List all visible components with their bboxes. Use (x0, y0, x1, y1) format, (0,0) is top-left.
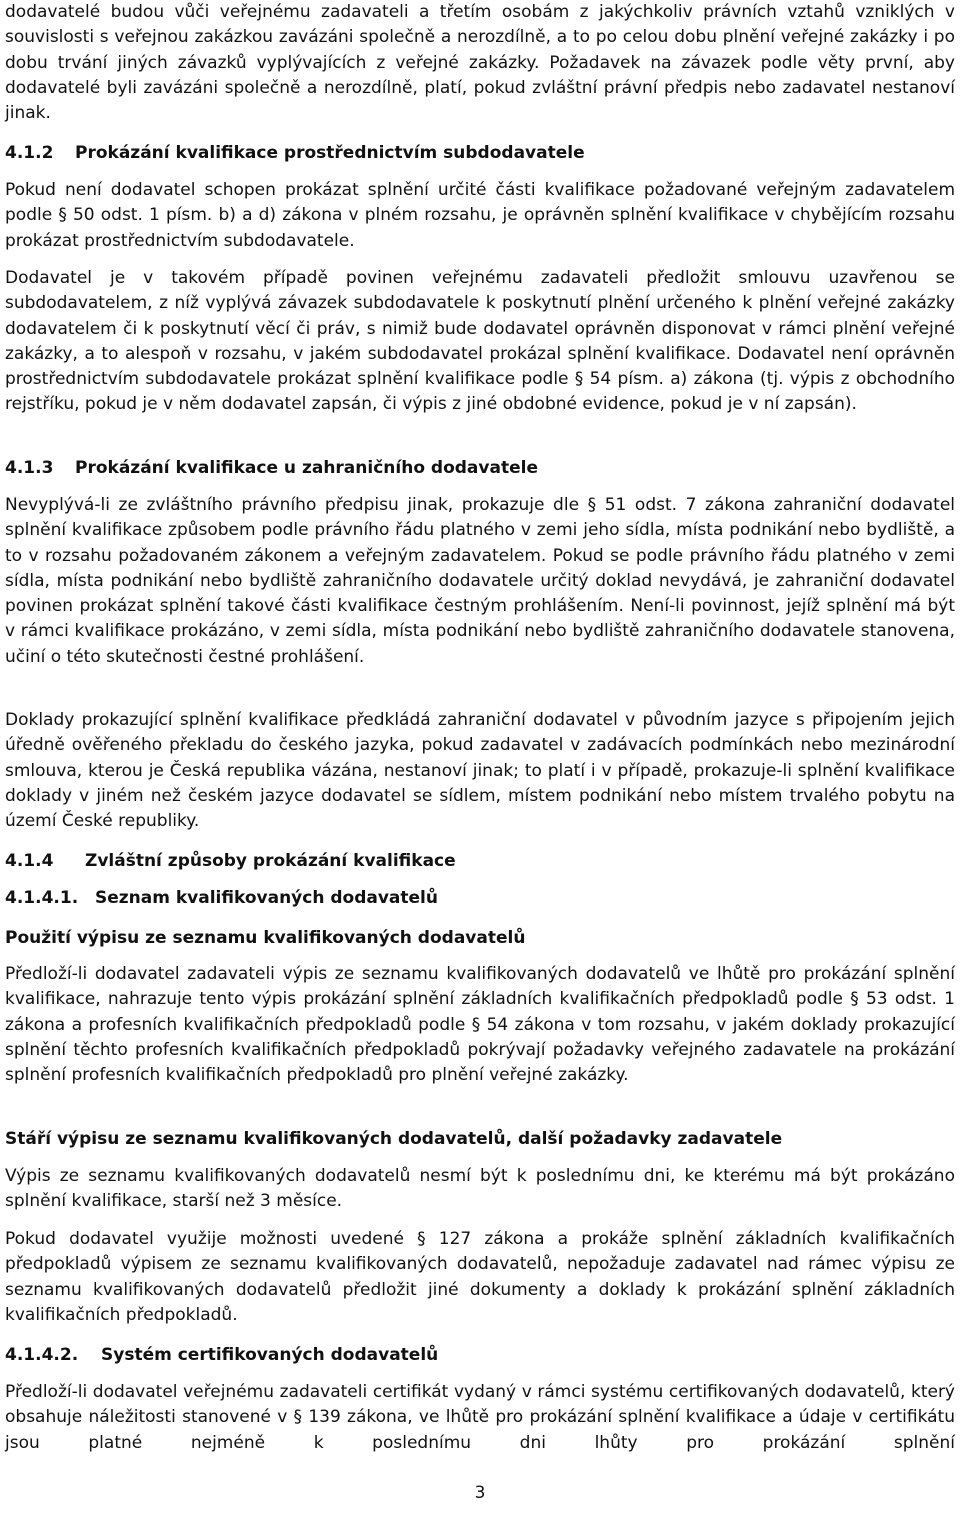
paragraph-subcontractor-contract: Dodavatel je v takovém případě povinen veřejnému zadavateli předložit smlouvu uzavřenou se subdodavatelem, z níž vyplývá závazek subdodavatele k poskytnutí plnění určeného k plnění veřejné zakázky dodavatelem či k poskytnutí věcí či práv, s nimiž bude dodavatel oprávněn disponovat v rámci plnění veřejné zakázky, a to alespoň v rozsahu, v jakém subdodavatel prokázal splnění kvalifikace. Dodavatel není oprávněn prostřednictvím subdodavatele prokázat splnění kvalifikace podle § 54 písm. a) zákona (tj. výpis z obchodního rejstříku, pokud je v něm dodavatel zapsán, či výpis z jiné obdobné evidence, pokud je v ní zapsán). (5, 268, 955, 415)
heading-4-1-2 (5, 141, 585, 166)
paragraph-foreign-documents: Doklady prokazující splnění kvalifikace předkládá zahraniční dodavatel v původním jazyce s připojením jejich úředně ověřeného překladu do českého jazyka, pokud zadavatel v zadávacích podmínkách nebo mezinárodní smlouva, kterou je Česká republika vázána, nestanoví jinak; to platí i v případě, prokazuje-li splnění kvalifikace doklady v jiném než českém jazyce dodavatel se sídlem, místem podnikání nebo místem trvalého pobytu na území České republiky. (5, 710, 955, 832)
page-number: 3 (474, 1483, 486, 1503)
subheading-age-of-extract: Stáří výpisu ze seznamu kvalifikovaných dodavatelů, další požadavky zadavatele (5, 1129, 783, 1149)
heading-number: 4.1.4.1. (5, 888, 79, 908)
heading-4-1-3 (5, 456, 538, 481)
heading-title: Prokázání kvalifikace prostřednictvím subdodavatele (75, 143, 585, 163)
heading-number: 4.1.2 (5, 143, 54, 163)
paragraph-use-of-extract: Předloží-li dodavatel zadavateli výpis ze seznamu kvalifikovaných dodavatelů ve lhůtě pro prokázání splnění kvalifikace, nahrazuje tento výpis prokázání splnění základních kvalifikačních předpokladů podle § 53 odst. 1 zákona a profesních kvalifikačních předpokladů podle § 54 zákona v tom rozsahu, v jakém doklady prokazující splnění těchto profesních kvalifikačních předpokladů pokrývají požadavky veřejného zadavatele na prokázání splnění profesních kvalifikačních předpokladů pro plnění veřejné zakázky. (5, 964, 955, 1086)
paragraph-age-of-extract: Výpis ze seznamu kvalifikovaných dodavatelů nesmí být k poslednímu dni, ke kterému má být prokázáno splnění kvalifikace, starší než 3 měsíce. (5, 1166, 955, 1212)
subheading-use-of-extract: Použití výpisu ze seznamu kvalifikovaných dodavatelů (5, 928, 526, 948)
paragraph-section-127: Pokud dodavatel využije možnosti uvedené § 127 zákona a prokáže splnění základních kvalifikačních předpokladů výpisem ze seznamu kvalifikovaných dodavatelů, nepožaduje zadavatel nad rámec výpisu ze seznamu kvalifikovaných dodavatelů předložit jiné dokumenty a doklady k prokázání splnění základních kvalifikačních předpokladů. (5, 1229, 955, 1325)
paragraph-foreign-supplier: Nevyplývá-li ze zvláštního právního předpisu jinak, prokazuje dle § 51 odst. 7 zákona zahraniční dodavatel splnění kvalifikace způsobem podle právního řádu platného v zemi jeho sídla, místa podnikání nebo bydliště, a to v rozsahu požadovaném zákonem a veřejným zadavatelem. Pokud se podle právního řádu platného v zemi sídla, místa podnikání nebo bydliště zahraničního dodavatele určitý doklad nevydává, je zahraniční dodavatel povinen prokázat splnění takové části kvalifikace čestným prohlášením. Není-li povinnost, jejíž splnění má být v rámci kvalifikace prokázáno, v zemi sídla, místa podnikání nebo bydliště zahraničního dodavatele stanovena, učiní o této skutečnosti čestné prohlášení. (5, 495, 955, 667)
heading-number: 4.1.4 (5, 851, 54, 871)
heading-4-1-4 (5, 849, 456, 874)
heading-title: Seznam kvalifikovaných dodavatelů (95, 888, 438, 908)
heading-number: 4.1.3 (5, 458, 54, 478)
paragraph-subcontractor-intro: Pokud není dodavatel schopen prokázat splnění určité části kvalifikace požadované veřejným zadavatelem podle § 50 odst. 1 písm. b) a d) zákona v plném rozsahu, je oprávněn splnění kvalifikace v chybějícím rozsahu prokázat prostřednictvím subdodavatele. (5, 180, 955, 251)
heading-4-1-4-2 (5, 1343, 438, 1368)
paragraph-certificate: Předloží-li dodavatel veřejnému zadavateli certifikát vydaný v rámci systému certifikovaných dodavatelů, který obsahuje náležitosti stanovené v § 139 zákona, ve lhůtě pro prokázání splnění kvalifikace a údaje v certifikátu jsou platné nejméně k poslednímu dni lhůty pro prokázání splnění (5, 1382, 955, 1453)
heading-title: Zvláštní způsoby prokázání kvalifikace (85, 851, 456, 871)
heading-4-1-4-1 (5, 886, 438, 911)
heading-title: Prokázání kvalifikace u zahraničního dodavatele (75, 458, 538, 478)
heading-number: 4.1.4.2. (5, 1345, 79, 1365)
paragraph-continuation: dodavatelé budou vůči veřejnému zadavateli a třetím osobám z jakýchkoliv právních vztahů vzniklých v souvislosti s veřejnou zakázkou zavázáni společně a nerozdílně, a to po celou dobu plnění veřejné zakázky i po dobu trvání jiných závazků vyplývajících z veřejné zakázky. Požadavek na závazek podle věty první, aby dodavatelé byli zavázáni společně a nerozdílně, platí, pokud zvláštní právní předpis nebo zadavatel nestanoví jinak. (5, 2, 955, 124)
heading-title: Systém certifikovaných dodavatelů (101, 1345, 439, 1365)
